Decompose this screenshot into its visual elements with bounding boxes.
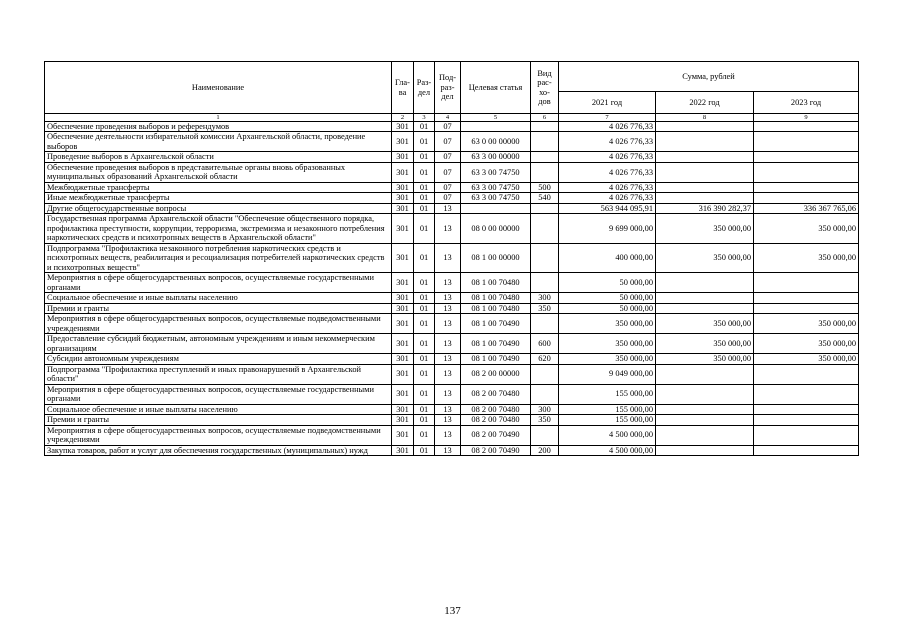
sum-2023-cell: [754, 425, 859, 445]
razdel-cell: 01: [414, 162, 435, 182]
table-row: [45, 364, 859, 384]
glava-cell: 301: [392, 152, 414, 162]
vid-cell: 600: [531, 334, 559, 354]
sum-2023-cell: [754, 152, 859, 162]
target-cell: 08 1 00 70490: [461, 314, 531, 334]
podrazdel-cell: 13: [435, 334, 461, 354]
glava-cell: 301: [392, 182, 414, 192]
sum-2022-cell: [656, 293, 754, 303]
vid-cell: 300: [531, 293, 559, 303]
razdel-cell: 01: [414, 214, 435, 243]
vid-cell: [531, 162, 559, 182]
name-cell: Другие общегосударственные вопросы: [45, 203, 392, 213]
sum-2021-cell: 4 026 776,33: [559, 162, 656, 182]
vid-cell: 350: [531, 415, 559, 425]
target-cell: [461, 122, 531, 132]
podrazdel-cell: 07: [435, 152, 461, 162]
sum-2021-cell: 50 000,00: [559, 273, 656, 293]
podrazdel-cell: 07: [435, 132, 461, 152]
table-row: [45, 152, 859, 162]
glava-cell: 301: [392, 203, 414, 213]
column-index: 1: [45, 114, 392, 122]
razdel-cell: 01: [414, 334, 435, 354]
vid-cell: 540: [531, 193, 559, 203]
sum-2023-cell: [754, 293, 859, 303]
sum-2023-cell: [754, 384, 859, 404]
razdel-cell: 01: [414, 303, 435, 313]
column-index: 2: [392, 114, 414, 122]
name-cell: Мероприятия в сфере общегосударственных вопросов, осуществляемые государственными органами: [45, 273, 392, 293]
sum-2022-cell: [656, 193, 754, 203]
sum-2022-cell: 350 000,00: [656, 314, 754, 334]
sum-2023-cell: [754, 364, 859, 384]
podrazdel-cell: 07: [435, 122, 461, 132]
header-2023: 2023 год: [754, 92, 859, 114]
glava-cell: 301: [392, 293, 414, 303]
name-cell: Социальное обеспечение и иные выплаты населению: [45, 293, 392, 303]
target-cell: 08 2 00 00000: [461, 364, 531, 384]
name-cell: Подпрограмма "Профилактика незаконного потребления наркотических средств и психотропных веществ, реабилитация и ресоциализация потребителей наркотических средств и психотропных веществ": [45, 243, 392, 272]
sum-2023-cell: [754, 182, 859, 192]
table-row: [45, 182, 859, 192]
razdel-cell: 01: [414, 203, 435, 213]
table-row: [45, 293, 859, 303]
vid-cell: [531, 203, 559, 213]
table-row: [45, 132, 859, 152]
vid-cell: [531, 152, 559, 162]
vid-cell: [531, 273, 559, 293]
column-index: 9: [754, 114, 859, 122]
table-row: [45, 445, 859, 455]
glava-cell: 301: [392, 162, 414, 182]
table-row: [45, 203, 859, 213]
razdel-cell: 01: [414, 293, 435, 303]
target-cell: 63 3 00 00000: [461, 152, 531, 162]
glava-cell: 301: [392, 404, 414, 414]
sum-2023-cell: 350 000,00: [754, 334, 859, 354]
target-cell: 08 2 00 70490: [461, 445, 531, 455]
glava-cell: 301: [392, 384, 414, 404]
sum-2022-cell: [656, 404, 754, 414]
podrazdel-cell: 13: [435, 214, 461, 243]
header-2021: 2021 год: [559, 92, 656, 114]
razdel-cell: 01: [414, 243, 435, 272]
glava-cell: 301: [392, 193, 414, 203]
razdel-cell: 01: [414, 193, 435, 203]
sum-2021-cell: 155 000,00: [559, 404, 656, 414]
header-vid: Вид рас- хо- дов: [531, 62, 559, 114]
vid-cell: 620: [531, 354, 559, 364]
table-row: [45, 334, 859, 354]
sum-2023-cell: [754, 273, 859, 293]
sum-2021-cell: 4 026 776,33: [559, 122, 656, 132]
target-cell: 08 1 00 70490: [461, 354, 531, 364]
target-cell: 08 1 00 70490: [461, 334, 531, 354]
sum-2022-cell: 350 000,00: [656, 354, 754, 364]
podrazdel-cell: 13: [435, 404, 461, 414]
glava-cell: 301: [392, 334, 414, 354]
razdel-cell: 01: [414, 132, 435, 152]
glava-cell: 301: [392, 425, 414, 445]
vid-cell: [531, 425, 559, 445]
podrazdel-cell: 07: [435, 193, 461, 203]
target-cell: 08 1 00 70480: [461, 293, 531, 303]
sum-2021-cell: 155 000,00: [559, 384, 656, 404]
podrazdel-cell: 13: [435, 203, 461, 213]
header-podrazdel: Под- раз- дел: [435, 62, 461, 114]
target-cell: 63 3 00 74750: [461, 193, 531, 203]
sum-2021-cell: 155 000,00: [559, 415, 656, 425]
sum-2022-cell: [656, 415, 754, 425]
column-index: 7: [559, 114, 656, 122]
header-name: Наименование: [45, 62, 392, 114]
sum-2023-cell: 336 367 765,06: [754, 203, 859, 213]
sum-2023-cell: [754, 445, 859, 455]
sum-2023-cell: [754, 162, 859, 182]
name-cell: Проведение выборов в Архангельской области: [45, 152, 392, 162]
vid-cell: [531, 214, 559, 243]
glava-cell: 301: [392, 314, 414, 334]
glava-cell: 301: [392, 273, 414, 293]
glava-cell: 301: [392, 303, 414, 313]
podrazdel-cell: 13: [435, 243, 461, 272]
podrazdel-cell: 13: [435, 445, 461, 455]
table-row: [45, 425, 859, 445]
podrazdel-cell: 07: [435, 162, 461, 182]
target-cell: 08 2 00 70490: [461, 425, 531, 445]
name-cell: Иные межбюджетные трансферты: [45, 193, 392, 203]
sum-2021-cell: 563 944 095,91: [559, 203, 656, 213]
header-glava: Гла- ва: [392, 62, 414, 114]
sum-2022-cell: [656, 122, 754, 132]
target-cell: [461, 203, 531, 213]
target-cell: 63 3 00 74750: [461, 182, 531, 192]
vid-cell: 200: [531, 445, 559, 455]
sum-2021-cell: 4 026 776,33: [559, 193, 656, 203]
glava-cell: 301: [392, 122, 414, 132]
sum-2023-cell: 350 000,00: [754, 354, 859, 364]
glava-cell: 301: [392, 132, 414, 152]
sum-2023-cell: [754, 303, 859, 313]
vid-cell: 300: [531, 404, 559, 414]
target-cell: 08 1 00 70480: [461, 273, 531, 293]
name-cell: Мероприятия в сфере общегосударственных вопросов, осуществляемые государственными органами: [45, 384, 392, 404]
glava-cell: 301: [392, 243, 414, 272]
name-cell: Обеспечение проведения выборов и референдумов: [45, 122, 392, 132]
podrazdel-cell: 13: [435, 354, 461, 364]
sum-2022-cell: 316 390 282,37: [656, 203, 754, 213]
sum-2022-cell: [656, 182, 754, 192]
sum-2022-cell: [656, 273, 754, 293]
name-cell: Межбюджетные трансферты: [45, 182, 392, 192]
sum-2021-cell: 50 000,00: [559, 303, 656, 313]
razdel-cell: 01: [414, 152, 435, 162]
header-target: Целевая статья: [461, 62, 531, 114]
sum-2021-cell: 4 500 000,00: [559, 425, 656, 445]
sum-2021-cell: 4 026 776,33: [559, 132, 656, 152]
name-cell: Мероприятия в сфере общегосударственных вопросов, осуществляемые подведомственными учреждениями: [45, 425, 392, 445]
column-index-row: [45, 114, 859, 122]
sum-2022-cell: [656, 152, 754, 162]
vid-cell: [531, 243, 559, 272]
razdel-cell: 01: [414, 182, 435, 192]
sum-2022-cell: [656, 425, 754, 445]
sum-2022-cell: 350 000,00: [656, 334, 754, 354]
sum-2022-cell: [656, 132, 754, 152]
sum-2022-cell: 350 000,00: [656, 214, 754, 243]
sum-2021-cell: 350 000,00: [559, 354, 656, 364]
podrazdel-cell: 13: [435, 384, 461, 404]
sum-2021-cell: 9 049 000,00: [559, 364, 656, 384]
vid-cell: [531, 132, 559, 152]
budget-table: [44, 61, 859, 456]
table-row: [45, 193, 859, 203]
sum-2023-cell: [754, 122, 859, 132]
header-razdel: Раз- дел: [414, 62, 435, 114]
header-sum: Сумма, рублей: [559, 62, 859, 92]
podrazdel-cell: 13: [435, 303, 461, 313]
razdel-cell: 01: [414, 273, 435, 293]
razdel-cell: 01: [414, 122, 435, 132]
podrazdel-cell: 13: [435, 273, 461, 293]
name-cell: Обеспечение проведения выборов в представительные органы вновь образованных муниципальных образований Архангельской области: [45, 162, 392, 182]
sum-2022-cell: 350 000,00: [656, 243, 754, 272]
podrazdel-cell: 13: [435, 425, 461, 445]
vid-cell: [531, 314, 559, 334]
name-cell: Мероприятия в сфере общегосударственных вопросов, осуществляемые подведомственными учреждениями: [45, 314, 392, 334]
sum-2022-cell: [656, 364, 754, 384]
vid-cell: 500: [531, 182, 559, 192]
vid-cell: [531, 364, 559, 384]
glava-cell: 301: [392, 354, 414, 364]
sum-2021-cell: 9 699 000,00: [559, 214, 656, 243]
target-cell: 08 2 00 70480: [461, 415, 531, 425]
razdel-cell: 01: [414, 425, 435, 445]
sum-2021-cell: 400 000,00: [559, 243, 656, 272]
glava-cell: 301: [392, 445, 414, 455]
glava-cell: 301: [392, 415, 414, 425]
sum-2023-cell: 350 000,00: [754, 214, 859, 243]
sum-2021-cell: 350 000,00: [559, 314, 656, 334]
razdel-cell: 01: [414, 415, 435, 425]
sum-2023-cell: [754, 415, 859, 425]
name-cell: Субсидии автономным учреждениям: [45, 354, 392, 364]
name-cell: Государственная программа Архангельской области "Обеспечение общественного порядка, профилактика преступности, коррупции, терроризма, экстремизма и незаконного потребления наркотических средств и психотропных веществ в Архангельской области": [45, 214, 392, 243]
name-cell: Предоставление субсидий бюджетным, автономным учреждениям и иным некоммерческим организациям: [45, 334, 392, 354]
page-number: 137: [444, 605, 461, 617]
vid-cell: 350: [531, 303, 559, 313]
name-cell: Социальное обеспечение и иные выплаты населению: [45, 404, 392, 414]
podrazdel-cell: 13: [435, 415, 461, 425]
sum-2022-cell: [656, 384, 754, 404]
glava-cell: 301: [392, 364, 414, 384]
sum-2023-cell: [754, 404, 859, 414]
table-row: [45, 415, 859, 425]
target-cell: 08 1 00 00000: [461, 243, 531, 272]
glava-cell: 301: [392, 214, 414, 243]
razdel-cell: 01: [414, 364, 435, 384]
sum-2023-cell: 350 000,00: [754, 243, 859, 272]
column-index: 8: [656, 114, 754, 122]
sum-2021-cell: 50 000,00: [559, 293, 656, 303]
podrazdel-cell: 13: [435, 293, 461, 303]
table-row: [45, 354, 859, 364]
sum-2021-cell: 4 026 776,33: [559, 182, 656, 192]
razdel-cell: 01: [414, 354, 435, 364]
podrazdel-cell: 13: [435, 364, 461, 384]
target-cell: 08 2 00 70480: [461, 404, 531, 414]
sum-2021-cell: 350 000,00: [559, 334, 656, 354]
sum-2023-cell: 350 000,00: [754, 314, 859, 334]
podrazdel-cell: 07: [435, 182, 461, 192]
name-cell: Подпрограмма "Профилактика преступлений и иных правонарушений в Архангельской области": [45, 364, 392, 384]
target-cell: 63 0 00 00000: [461, 132, 531, 152]
table-row: [45, 303, 859, 313]
table-row: [45, 384, 859, 404]
table-row: [45, 273, 859, 293]
sum-2021-cell: 4 026 776,33: [559, 152, 656, 162]
vid-cell: [531, 384, 559, 404]
sum-2023-cell: [754, 193, 859, 203]
target-cell: 08 2 00 70480: [461, 384, 531, 404]
target-cell: 08 1 00 70480: [461, 303, 531, 313]
table-row: [45, 314, 859, 334]
sum-2022-cell: [656, 303, 754, 313]
header-2022: 2022 год: [656, 92, 754, 114]
column-index: 4: [435, 114, 461, 122]
name-cell: Закупка товаров, работ и услуг для обеспечения государственных (муниципальных) нужд: [45, 445, 392, 455]
sum-2022-cell: [656, 445, 754, 455]
name-cell: Премии и гранты: [45, 303, 392, 313]
podrazdel-cell: 13: [435, 314, 461, 334]
sum-2022-cell: [656, 162, 754, 182]
column-index: 3: [414, 114, 435, 122]
sum-2023-cell: [754, 132, 859, 152]
sum-2021-cell: 4 500 000,00: [559, 445, 656, 455]
table-row: [45, 404, 859, 414]
table-row: [45, 122, 859, 132]
target-cell: 63 3 00 74750: [461, 162, 531, 182]
column-index: 6: [531, 114, 559, 122]
razdel-cell: 01: [414, 314, 435, 334]
table-row: [45, 214, 859, 243]
name-cell: Обеспечение деятельности избирательной комиссии Архангельской области, проведение выборов: [45, 132, 392, 152]
name-cell: Премии и гранты: [45, 415, 392, 425]
razdel-cell: 01: [414, 384, 435, 404]
column-index: 5: [461, 114, 531, 122]
razdel-cell: 01: [414, 445, 435, 455]
table-row: [45, 243, 859, 272]
table-row: [45, 162, 859, 182]
vid-cell: [531, 122, 559, 132]
target-cell: 08 0 00 00000: [461, 214, 531, 243]
razdel-cell: 01: [414, 404, 435, 414]
